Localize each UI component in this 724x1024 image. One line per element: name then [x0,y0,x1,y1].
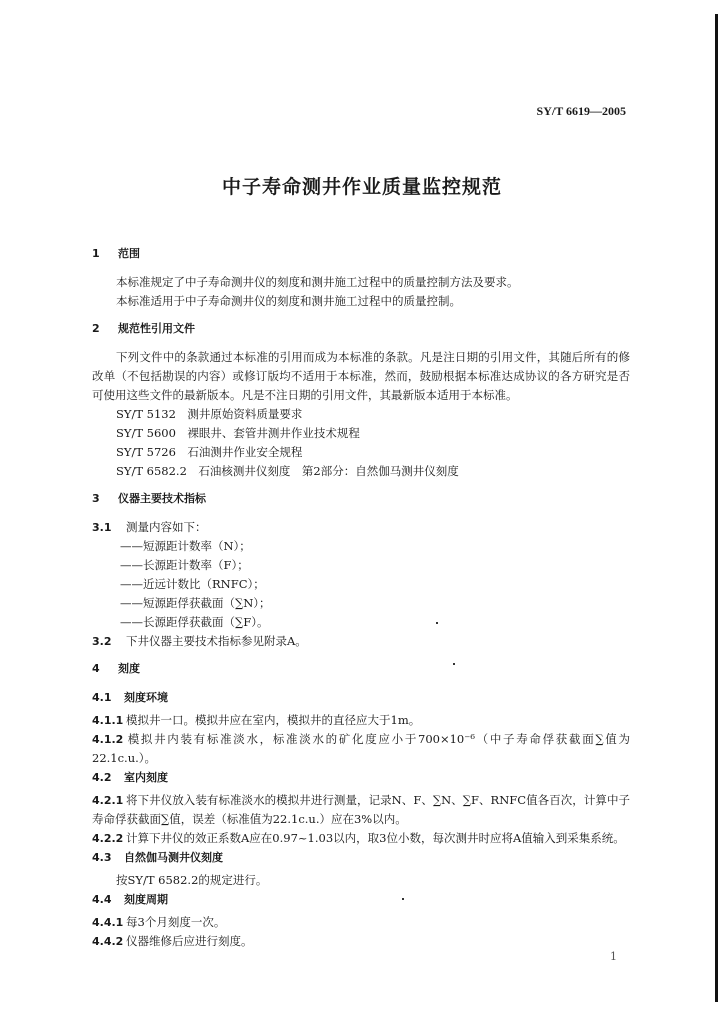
clause-number: 4.1.2 [92,733,124,746]
section-number: 2 [92,322,100,335]
section-heading [92,659,630,678]
section-title: 刻度 [118,662,140,675]
list-item: ——近远计数比（RNFC）； [120,577,265,591]
subsection-number: 4.2 [92,771,112,784]
clause [92,518,630,537]
list-item: ——长源距计数率（F）； [120,558,249,572]
subsection-heading [92,848,630,867]
document-body [92,236,630,951]
clause [92,829,630,848]
clause-number: 4.4.2 [92,935,124,948]
subsection-heading [92,890,630,909]
reference-item: SY/T 6582.2 石油核测井仪刻度 第2部分：自然伽马测井仪刻度 [116,464,459,478]
subsection-number: 4.3 [92,851,112,864]
clause-number: 4.4.1 [92,916,124,929]
clause-number: 4.1.1 [92,714,124,727]
subsection-heading [92,688,630,707]
section-heading [92,489,630,508]
standard-code: SY/T 6619—2005 [536,104,626,118]
section-title: 范围 [118,247,140,260]
section-number: 4 [92,662,100,675]
subsection-title: 室内刻度 [124,771,168,784]
reference-item: SY/T 5600 裸眼井、套管井测井作业技术规程 [116,426,360,440]
subsection-number: 4.4 [92,893,112,906]
clause-text: 模拟井内装有标准淡水，标准淡水的矿化度应小于700×10⁻⁶（中子寿命俘获截面∑值为22.1c.u.）。 [92,732,630,765]
clause-number: 4.2.2 [92,832,124,845]
clause-number: 3.2 [92,635,112,648]
clause [92,932,630,951]
document-title: 中子寿命测井作业质量监控规范 [221,176,502,198]
clause-text: 将下井仪放入装有标准淡水的模拟井进行测量，记录N、F、∑N、∑F、RNFC值各百次，计算中子寿命俘获截面∑值，误差（标准值为22.1c.u.）应在3%以内。 [92,793,630,826]
section-title: 仪器主要技术指标 [118,492,206,505]
clause-text: 每3个月刻度一次。 [126,915,226,929]
scan-edge-line [715,14,718,1002]
paragraph: 本标准规定了中子寿命测井仪的刻度和测井施工过程中的质量控制方法及要求。 [116,275,519,289]
paragraph: 本标准适用于中子寿命测井仪的刻度和测井施工过程中的质量控制。 [116,294,461,308]
page-number: 1 [610,950,617,963]
reference-item: SY/T 5132 测井原始资料质量要求 [116,407,303,421]
clause [92,913,630,932]
clause-text: 仪器维修后应进行刻度。 [126,934,253,948]
clause [92,711,630,730]
section-heading [92,244,630,263]
clause [92,632,630,651]
scan-speck [453,663,455,665]
clause-text: 模拟井一口。模拟井应在室内，模拟井的直径应大于1m。 [126,713,421,727]
list-item: ——短源距俘获截面（∑N）； [120,596,271,610]
scan-speck [436,622,438,624]
list-item: ——短源距计数率（N）； [120,539,251,553]
subsection-number: 4.1 [92,691,112,704]
section-heading [92,319,630,338]
clause [92,730,630,768]
reference-item: SY/T 5726 石油测井作业安全规程 [116,445,303,459]
section-number: 3 [92,492,100,505]
subsection-title: 刻度环境 [124,691,168,704]
clause-text: 测量内容如下： [126,520,207,534]
clause-number: 4.2.1 [92,794,124,807]
section-title: 规范性引用文件 [118,322,195,335]
clause-number: 3.1 [92,521,112,534]
subsection-heading [92,768,630,787]
clause-text: 下井仪器主要技术指标参见附录A。 [126,634,307,648]
paragraph: 下列文件中的条款通过本标准的引用而成为本标准的条款。凡是注日期的引用文件，其随后所有的修改单（不包括勘误的内容）或修订版均不适用于本标准，然而，鼓励根据本标准达成协议的各方研究是否可使用这些文件的最新版本。凡是不注日期的引用文件，其最新版本适用于本标准。 [92,350,630,402]
clause [92,791,630,829]
clause-text: 计算下井仪的效正系数A应在0.97~1.03以内，取3位小数，每次测井时应将A值输入到采集系统。 [126,831,625,845]
scan-speck [402,898,404,900]
paragraph: 按SY/T 6582.2的规定进行。 [116,873,268,887]
list-item: ——长源距俘获截面（∑F）。 [120,615,269,629]
subsection-title: 刻度周期 [124,893,168,906]
subsection-title: 自然伽马测井仪刻度 [124,851,223,864]
section-number: 1 [92,247,100,260]
